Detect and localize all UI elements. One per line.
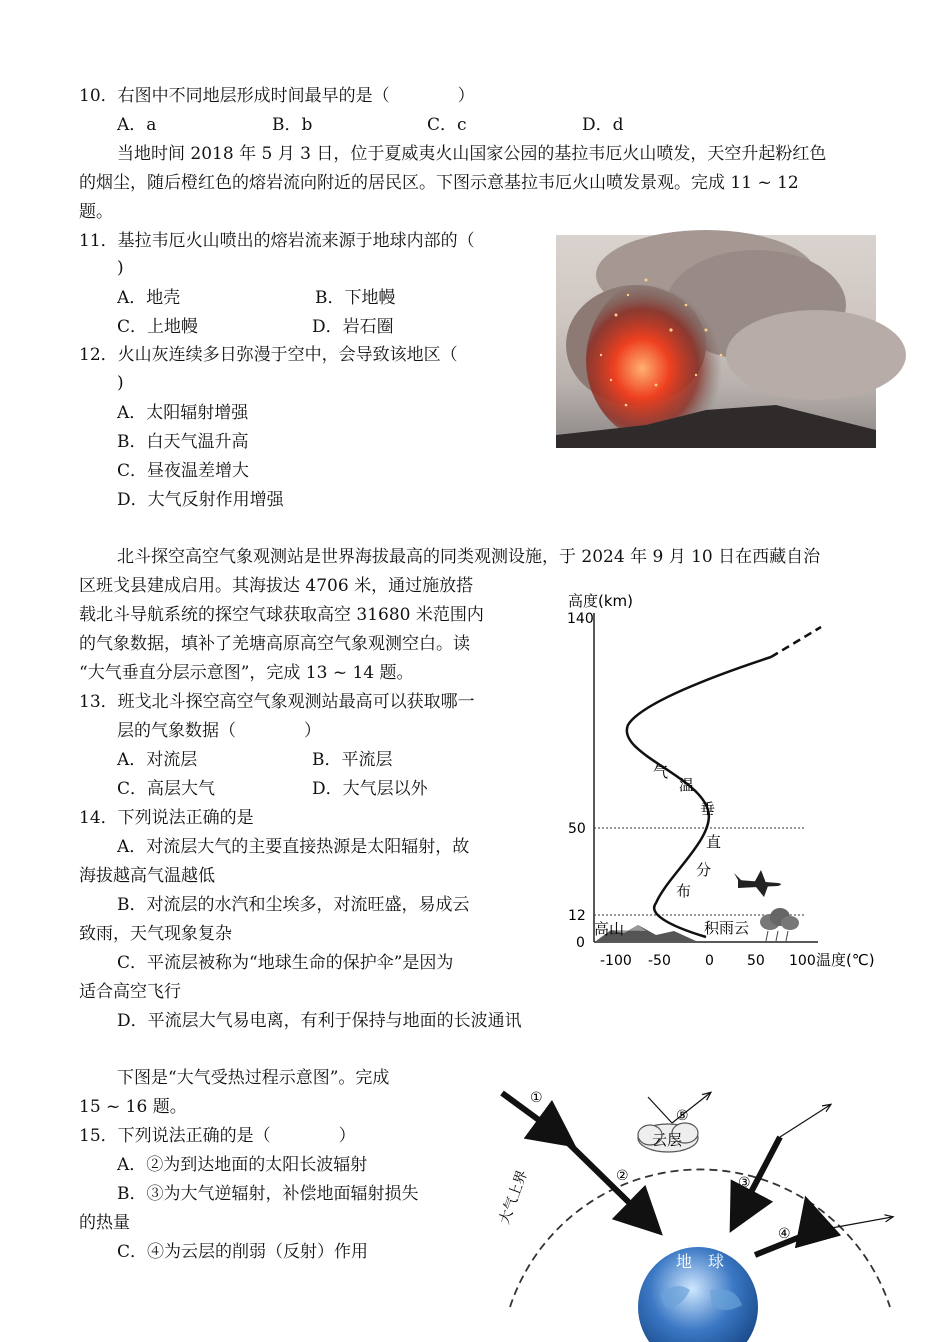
marker-5: ⑤: [676, 1108, 689, 1124]
marker-2: ②: [616, 1168, 629, 1184]
arrow-5-in: [648, 1097, 672, 1123]
y-tick-label: 12: [568, 908, 586, 924]
q15-line: 的热量: [79, 1213, 130, 1233]
mountain-label: 高山: [594, 920, 625, 938]
x-tick-label: -50: [648, 953, 671, 969]
x-tick-label: -100: [600, 953, 632, 969]
q13-option-c: C．高层大气: [117, 779, 216, 799]
cloud-label: 积雨云: [704, 919, 750, 937]
q12-option-c: C．昼夜温差增大: [117, 461, 250, 481]
temperature-curve-extension: [771, 627, 821, 657]
cumulonimbus-cloud-icon: [760, 908, 799, 941]
temperature-curve: [627, 657, 771, 937]
intro-13-14-line: “大气垂直分层示意图”，完成 13 ~ 14 题。: [79, 663, 414, 683]
volcano-eruption-photo: [556, 235, 876, 448]
q11-stem: 11．基拉韦厄火山喷出的熔岩流来源于地球内部的（: [79, 231, 475, 251]
intro-11-12-line: 当地时间 2018 年 5 月 3 日，位于夏威夷火山国家公园的基拉韦厄火山喷发，天空升起粉红色: [117, 144, 827, 164]
q12-stem-cont: ): [117, 373, 124, 393]
q15-line: B．③为大气逆辐射，补偿地面辐射损失: [117, 1184, 419, 1204]
marker-3: ③: [738, 1175, 751, 1191]
q13-option-b: B．平流层: [312, 750, 393, 770]
q14-line: B．对流层的水汽和尘埃多，对流旺盛，易成云: [117, 895, 470, 915]
intro-13-14-line: 区班戈县建成启用。其海拔达 4706 米，通过施放搭: [79, 576, 474, 596]
curve-label-char: 温: [679, 776, 695, 794]
cloud-label: 云层: [652, 1131, 683, 1149]
q13-option-a: A．对流层: [117, 750, 198, 770]
x-tick-label: 100: [789, 953, 816, 969]
curve-label-char: 垂: [700, 800, 716, 818]
q14-line: 适合高空飞行: [79, 982, 181, 1002]
boundary-label: 大气上界: [496, 1168, 531, 1227]
y-tick-label: 50: [568, 821, 586, 837]
q14-line: C．平流层被称为“地球生命的保护伞”是因为: [117, 953, 454, 973]
q15-line: A．②为到达地面的太阳长波辐射: [117, 1155, 368, 1175]
q15-line: C．④为云层的削弱（反射）作用: [117, 1242, 369, 1262]
y-tick-label: 0: [576, 935, 585, 951]
arrow-3-thin: [780, 1105, 830, 1137]
x-axis-label: 温度(℃): [816, 951, 875, 969]
q14-line: D．平流层大气易电离，有利于保持与地面的长波通讯: [117, 1011, 522, 1031]
intro-13-14-line: 的气象数据，填补了羌塘高原高空气象观测空白。读: [79, 634, 470, 654]
intro-15-16-line: 下图是“大气受热过程示意图”。完成: [117, 1068, 390, 1088]
marker-4: ④: [778, 1226, 791, 1242]
q12-option-b: B．白天气温升高: [117, 432, 249, 452]
q12-stem: 12．火山灰连续多日弥漫于空中，会导致该地区（: [79, 345, 458, 365]
marker-1: ①: [530, 1090, 543, 1106]
intro-15-16-line: 15 ~ 16 题。: [79, 1097, 187, 1117]
q12-option-a: A．太阳辐射增强: [117, 403, 249, 423]
q10-option-a: A．a: [117, 115, 157, 135]
q11-option-b: B．下地幔: [315, 288, 396, 308]
q14-line: 海拔越高气温越低: [79, 866, 215, 886]
q13-stem: 13．班戈北斗探空高空气象观测站最高可以获取哪一: [79, 692, 475, 712]
airplane-icon: [734, 870, 781, 897]
arrow-4-up: [810, 1213, 815, 1231]
atmosphere-layer-chart: [556, 585, 875, 970]
intro-13-14-line: 北斗探空高空气象观测站是世界海拔最高的同类观测设施，于 2024 年 9 月 10 日在西藏自治: [117, 547, 821, 567]
q14-line: 致雨，天气现象复杂: [79, 924, 232, 944]
y-axis-label: 高度(km): [568, 592, 634, 610]
curve-label-char: 分: [696, 861, 712, 879]
q10-option-b: B．b: [272, 115, 313, 135]
x-tick-label: 0: [705, 953, 714, 969]
q11-option-d: D．岩石圈: [312, 317, 394, 337]
q11-option-c: C．上地幔: [117, 317, 199, 337]
intro-11-12-line: 题。: [79, 202, 113, 222]
intro-13-14-line: 载北斗导航系统的探空气球获取高空 31680 米范围内: [79, 605, 484, 625]
arrow-4-thin: [815, 1217, 892, 1231]
y-tick-label: 140: [567, 611, 594, 627]
q12-option-d: D．大气反射作用增强: [117, 490, 284, 510]
q13-stem-cont: 层的气象数据（ ）: [117, 721, 321, 741]
q10-option-c: C．c: [427, 115, 467, 135]
atmosphere-heating-diagram: [480, 1075, 910, 1342]
q14-stem: 14．下列说法正确的是: [79, 808, 254, 828]
curve-label-char: 布: [676, 882, 692, 900]
x-tick-label: 50: [747, 953, 765, 969]
q11-option-a: A．地壳: [117, 288, 181, 308]
q11-stem-cont: ): [117, 258, 124, 278]
q10-stem: 10．右图中不同地层形成时间最早的是（ ）: [79, 86, 475, 106]
earth-label: 地 球: [676, 1252, 725, 1271]
curve-label-char: 直: [706, 833, 722, 851]
q15-stem: 15．下列说法正确的是（ ）: [79, 1126, 356, 1146]
q14-line: A．对流层大气的主要直接热源是太阳辐射，故: [117, 837, 470, 857]
q13-option-d: D．大气层以外: [312, 779, 428, 799]
intro-11-12-line: 的烟尘，随后橙红色的熔岩流向附近的居民区。下图示意基拉韦厄火山喷发景观。完成 11 ~ 12: [79, 173, 799, 193]
curve-label-char: 气: [653, 763, 669, 781]
q10-option-d: D．d: [582, 115, 624, 135]
